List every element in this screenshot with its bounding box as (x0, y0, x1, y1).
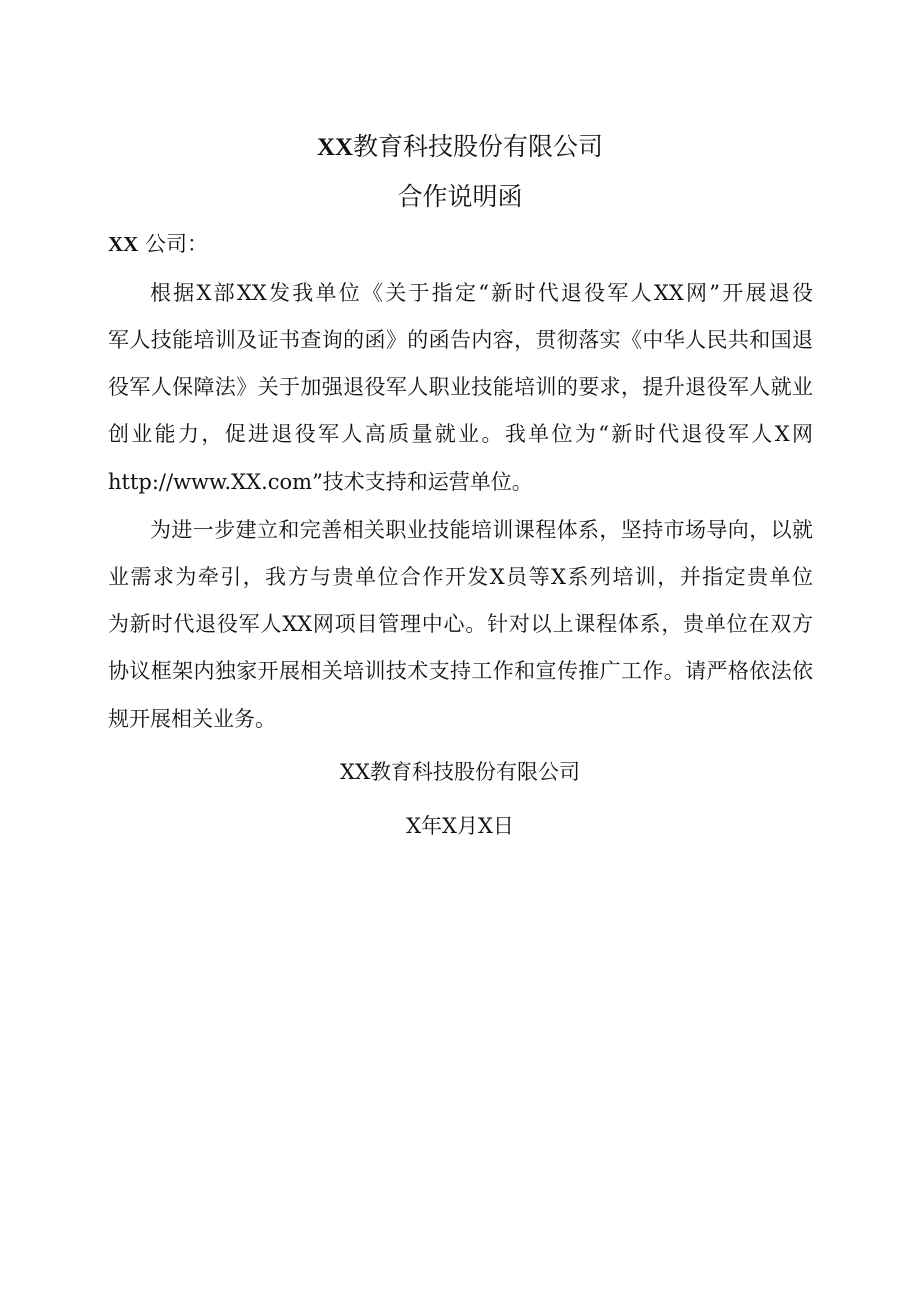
paragraph2-line: 协议框架内独家开展相关培训技术支持工作和宣传推广工作。请严格依法依 (108, 659, 813, 683)
salutation (108, 230, 208, 258)
paragraph1-line: 根据X部XX发我单位《关于指定“新时代退役军人XX网”开展退役 (150, 281, 813, 305)
document-subtitle: 合作说明函 (397, 182, 523, 211)
paragraph1-line: 役军人保障法》关于加强退役军人职业技能培训的要求，提升退役军人就业 (108, 375, 813, 399)
paragraph1-line: http://www.XX.com”技术支持和运营单位。 (108, 470, 533, 494)
salutation-prefix: XX (108, 232, 139, 256)
title-company-prefix: XX (316, 134, 354, 161)
signature-date: X年X月X日 (406, 814, 514, 838)
paragraph2-line: 为进一步建立和完善相关职业技能培训课程体系，坚持市场导向，以就 (150, 518, 813, 542)
signature-company: XX教育科技股份有限公司 (340, 760, 580, 784)
paragraph1-line: 创业能力，促进退役军人高质量就业。我单位为“新时代退役军人X网 (108, 422, 813, 446)
title-company-name: 教育科技股份有限公司 (353, 132, 604, 161)
paragraph2-line: 规开展相关业务。 (108, 707, 276, 731)
document-title (0, 132, 920, 163)
salutation-text: 公司： (145, 232, 209, 256)
paragraph1-line: 军人技能培训及证书查询的函》的函告内容，贯彻落实《中华人民共和国退 (108, 328, 813, 352)
paragraph2-line: 业需求为牵引，我方与贵单位合作开发X员等X系列培训，并指定贵单位 (108, 565, 813, 589)
paragraph2-line: 为新时代退役军人XX网项目管理中心。针对以上课程体系，贵单位在双方 (108, 612, 813, 636)
